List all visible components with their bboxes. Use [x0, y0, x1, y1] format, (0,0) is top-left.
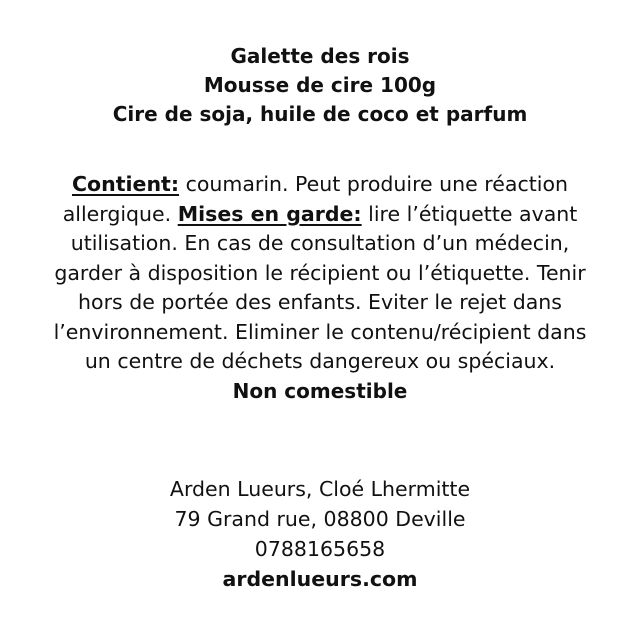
contains-text: coumarin. Peut produire une réaction	[179, 172, 568, 196]
warning-line-6: l’environnement. Eliminer le contenu/récipient dans	[53, 319, 587, 344]
product-name: Galette des rois	[230, 44, 410, 68]
warning-line-5: hors de portée des enfants. Eviter le rejet dans	[78, 290, 562, 314]
product-ingredients: Cire de soja, huile de coco et parfum	[112, 102, 528, 126]
warning-line-4: garder à disposition le récipient ou l’étiquette. Tenir	[54, 260, 586, 285]
maker-phone: 0788165658	[254, 537, 386, 561]
contains-label: Contient:	[72, 172, 180, 196]
precautions-label: Mises en garde:	[177, 201, 362, 226]
product-type: Mousse de cire 100g	[203, 73, 437, 97]
non-edible-notice: Non comestible	[232, 378, 408, 403]
warning-line-3: utilisation. En cas de consultation d’un médecin,	[70, 231, 570, 255]
maker-names: Arden Lueurs, Cloé Lhermitte	[169, 477, 471, 501]
safety-warnings	[30, 170, 610, 406]
contact-info	[0, 474, 640, 594]
precautions-text: lire l’étiquette avant	[361, 201, 578, 226]
warning-line-2	[30, 200, 610, 230]
warning-line-7: un centre de déchets dangereux ou spéciaux.	[84, 349, 556, 373]
warning-line-1	[30, 170, 610, 200]
product-info	[0, 42, 640, 129]
maker-website: ardenlueurs.com	[222, 567, 418, 591]
maker-address: 79 Grand rue, 08800 Deville	[174, 507, 466, 531]
allergy-text: allergique.	[62, 201, 178, 226]
